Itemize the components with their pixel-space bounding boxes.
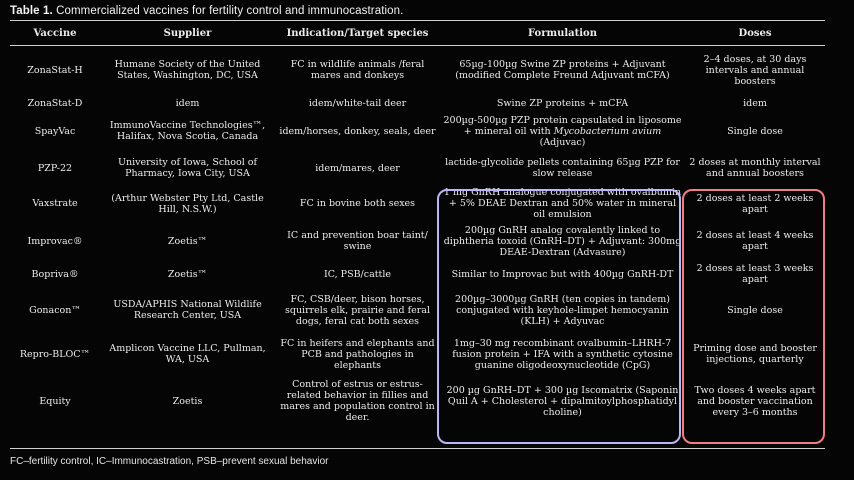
formulation-highlight-box: [437, 189, 681, 444]
cell-formulation: Swine ZP proteins + mCFA: [496, 97, 629, 109]
cell-doses: idem: [743, 97, 767, 109]
cell-doses: 2–4 doses, at 30 days intervals and annual boosters: [703, 53, 807, 87]
cell-indication: idem/white-tail deer: [308, 97, 407, 109]
cell-supplier: University of Iowa, School of Pharmacy, Iowa City, USA: [117, 157, 258, 179]
cell-doses: Priming dose and booster injections, quarterly: [693, 343, 817, 365]
table-row: [10, 111, 825, 151]
cell-vaccine: Gonacon™: [29, 304, 81, 316]
cell-supplier: idem: [175, 97, 200, 109]
header-row: [10, 22, 825, 45]
caption-text: Commercialized vaccines for fertility control and immunocastration.: [56, 5, 404, 17]
cell-doses: 2 doses at least 2 weeks apart: [696, 192, 814, 215]
cell-vaccine: Repro-BLOC™: [19, 348, 91, 360]
cell-formulation: 200 µg GnRH–DT + 300 µg Iscomatrix (Saponin Quil A + Cholesterol + dipalmitoylphosphatidyl choline): [446, 384, 679, 418]
formulation-part: 200µg-500µg PZP protein capsulated in liposome + mineral oil with Mycobacterium avium (Adjuvac): [443, 114, 682, 148]
cell-indication: IC and prevention boar taint/ swine: [287, 230, 428, 252]
cell-supplier: Zoetis™: [167, 235, 208, 247]
col-header-formulation: Formulation: [528, 28, 597, 39]
cell-indication: IC, PSB/cattle: [323, 268, 392, 280]
cell-supplier: Humane Society of the United States, Washington, DC, USA: [114, 59, 261, 81]
cell-doses: 2 doses at least 4 weeks apart: [696, 230, 814, 252]
cell-formulation: [440, 111, 685, 151]
cell-formulation: Similar to Improvac but with 400µg GnRH-DT: [451, 268, 674, 280]
cell-doses: Two doses 4 weeks apart and booster vaccination every 3–6 months: [694, 384, 816, 418]
cell-vaccine: Equity: [39, 395, 71, 407]
cell-indication: idem/mares, deer: [315, 162, 400, 174]
cell-vaccine: ZonaStat-D: [27, 97, 83, 109]
cell-indication: FC in bovine both sexes: [299, 198, 416, 209]
cell-indication: FC, CSB/deer, bison horses, squirrels elk, prairie and feral dogs, feral cat both sexes: [284, 293, 431, 327]
table-row: [10, 151, 825, 185]
cell-supplier: Zoetis: [172, 395, 203, 407]
cell-supplier: ImmunoVaccine Technologies™, Halifax, Nova Scotia, Canada: [109, 120, 266, 142]
cell-vaccine: Bopriva®: [31, 268, 79, 280]
cell-vaccine: ZonaStat-H: [27, 64, 83, 76]
species-name: Mycobacterium avium: [553, 125, 662, 137]
cell-supplier: Amplicon Vaccine LLC, Pullman, WA, USA: [109, 343, 266, 365]
top-rule: [10, 20, 825, 21]
cell-formulation: 1 mg GnRH analogue conjugated with ovalbumin + 5% DEAE Dextran and 50% water in mineral oil emulsion: [443, 187, 682, 220]
table-row: [10, 45, 825, 95]
cell-formulation: 65µg-100µg Swine ZP proteins + Adjuvant (modified Complete Freund Adjuvant mCFA): [455, 59, 670, 81]
cell-formulation: lactide-glycolide pellets containing 65µg PZP for slow release: [445, 157, 680, 179]
cell-formulation: 200µg GnRH analog covalently linked to diphtheria toxoid (GnRH–DT) + Adjuvant: 300mg DEAE-Dextran (Advasure): [443, 224, 682, 258]
table-caption: [10, 5, 844, 17]
cell-supplier: (Arthur Webster Pty Ltd, Castle Hill, N.S.W.): [111, 192, 264, 215]
cell-doses: 2 doses at monthly interval and annual boosters: [689, 157, 821, 179]
cell-vaccine: Improvac®: [27, 235, 83, 247]
cell-indication: idem/horses, donkey, seals, deer: [279, 125, 436, 137]
cell-indication: FC in heifers and elephants and PCB and pathologies in elephants: [280, 337, 435, 371]
bottom-rule: [10, 448, 825, 449]
cell-doses: Single dose: [727, 304, 783, 316]
cell-vaccine: Vaxstrate: [32, 198, 78, 209]
caption-label: Table 1.: [10, 5, 53, 17]
col-header-indication: Indication/Target species: [286, 28, 429, 39]
col-header-vaccine: Vaccine: [33, 28, 77, 39]
col-header-doses: Doses: [738, 28, 772, 39]
cell-vaccine: SpayVac: [34, 125, 76, 137]
cell-vaccine: PZP-22: [37, 162, 73, 174]
cell-indication: Control of estrus or estrus-related behavior in fillies and mares and population control in deer.: [280, 379, 435, 423]
cell-doses: Single dose: [727, 125, 783, 137]
cell-doses: 2 doses at least 3 weeks apart: [696, 263, 814, 285]
cell-formulation: 1mg–30 mg recombinant ovalbumin–LHRH-7 fusion protein + IFA with a synthetic cytosine guanine oligodeoxynucleotide (CpG): [452, 337, 673, 371]
table-row: [10, 95, 825, 111]
cell-supplier: USDA/APHIS National Wildlife Research Center, USA: [113, 299, 262, 321]
cell-formulation: 200µg–3000µg GnRH (ten copies in tandem) conjugated with keyhole-limpet hemocyanin (KLH) + Adyuvac: [455, 293, 670, 327]
col-header-supplier: Supplier: [163, 28, 212, 39]
table-footnote: FC–fertility control, IC–Immunocastration, PSB–prevent sexual behavior: [10, 456, 329, 467]
doses-highlight-box: [682, 189, 825, 444]
cell-indication: FC in wildlife animals /feral mares and donkeys: [290, 59, 425, 81]
cell-supplier: Zoetis™: [167, 268, 208, 280]
